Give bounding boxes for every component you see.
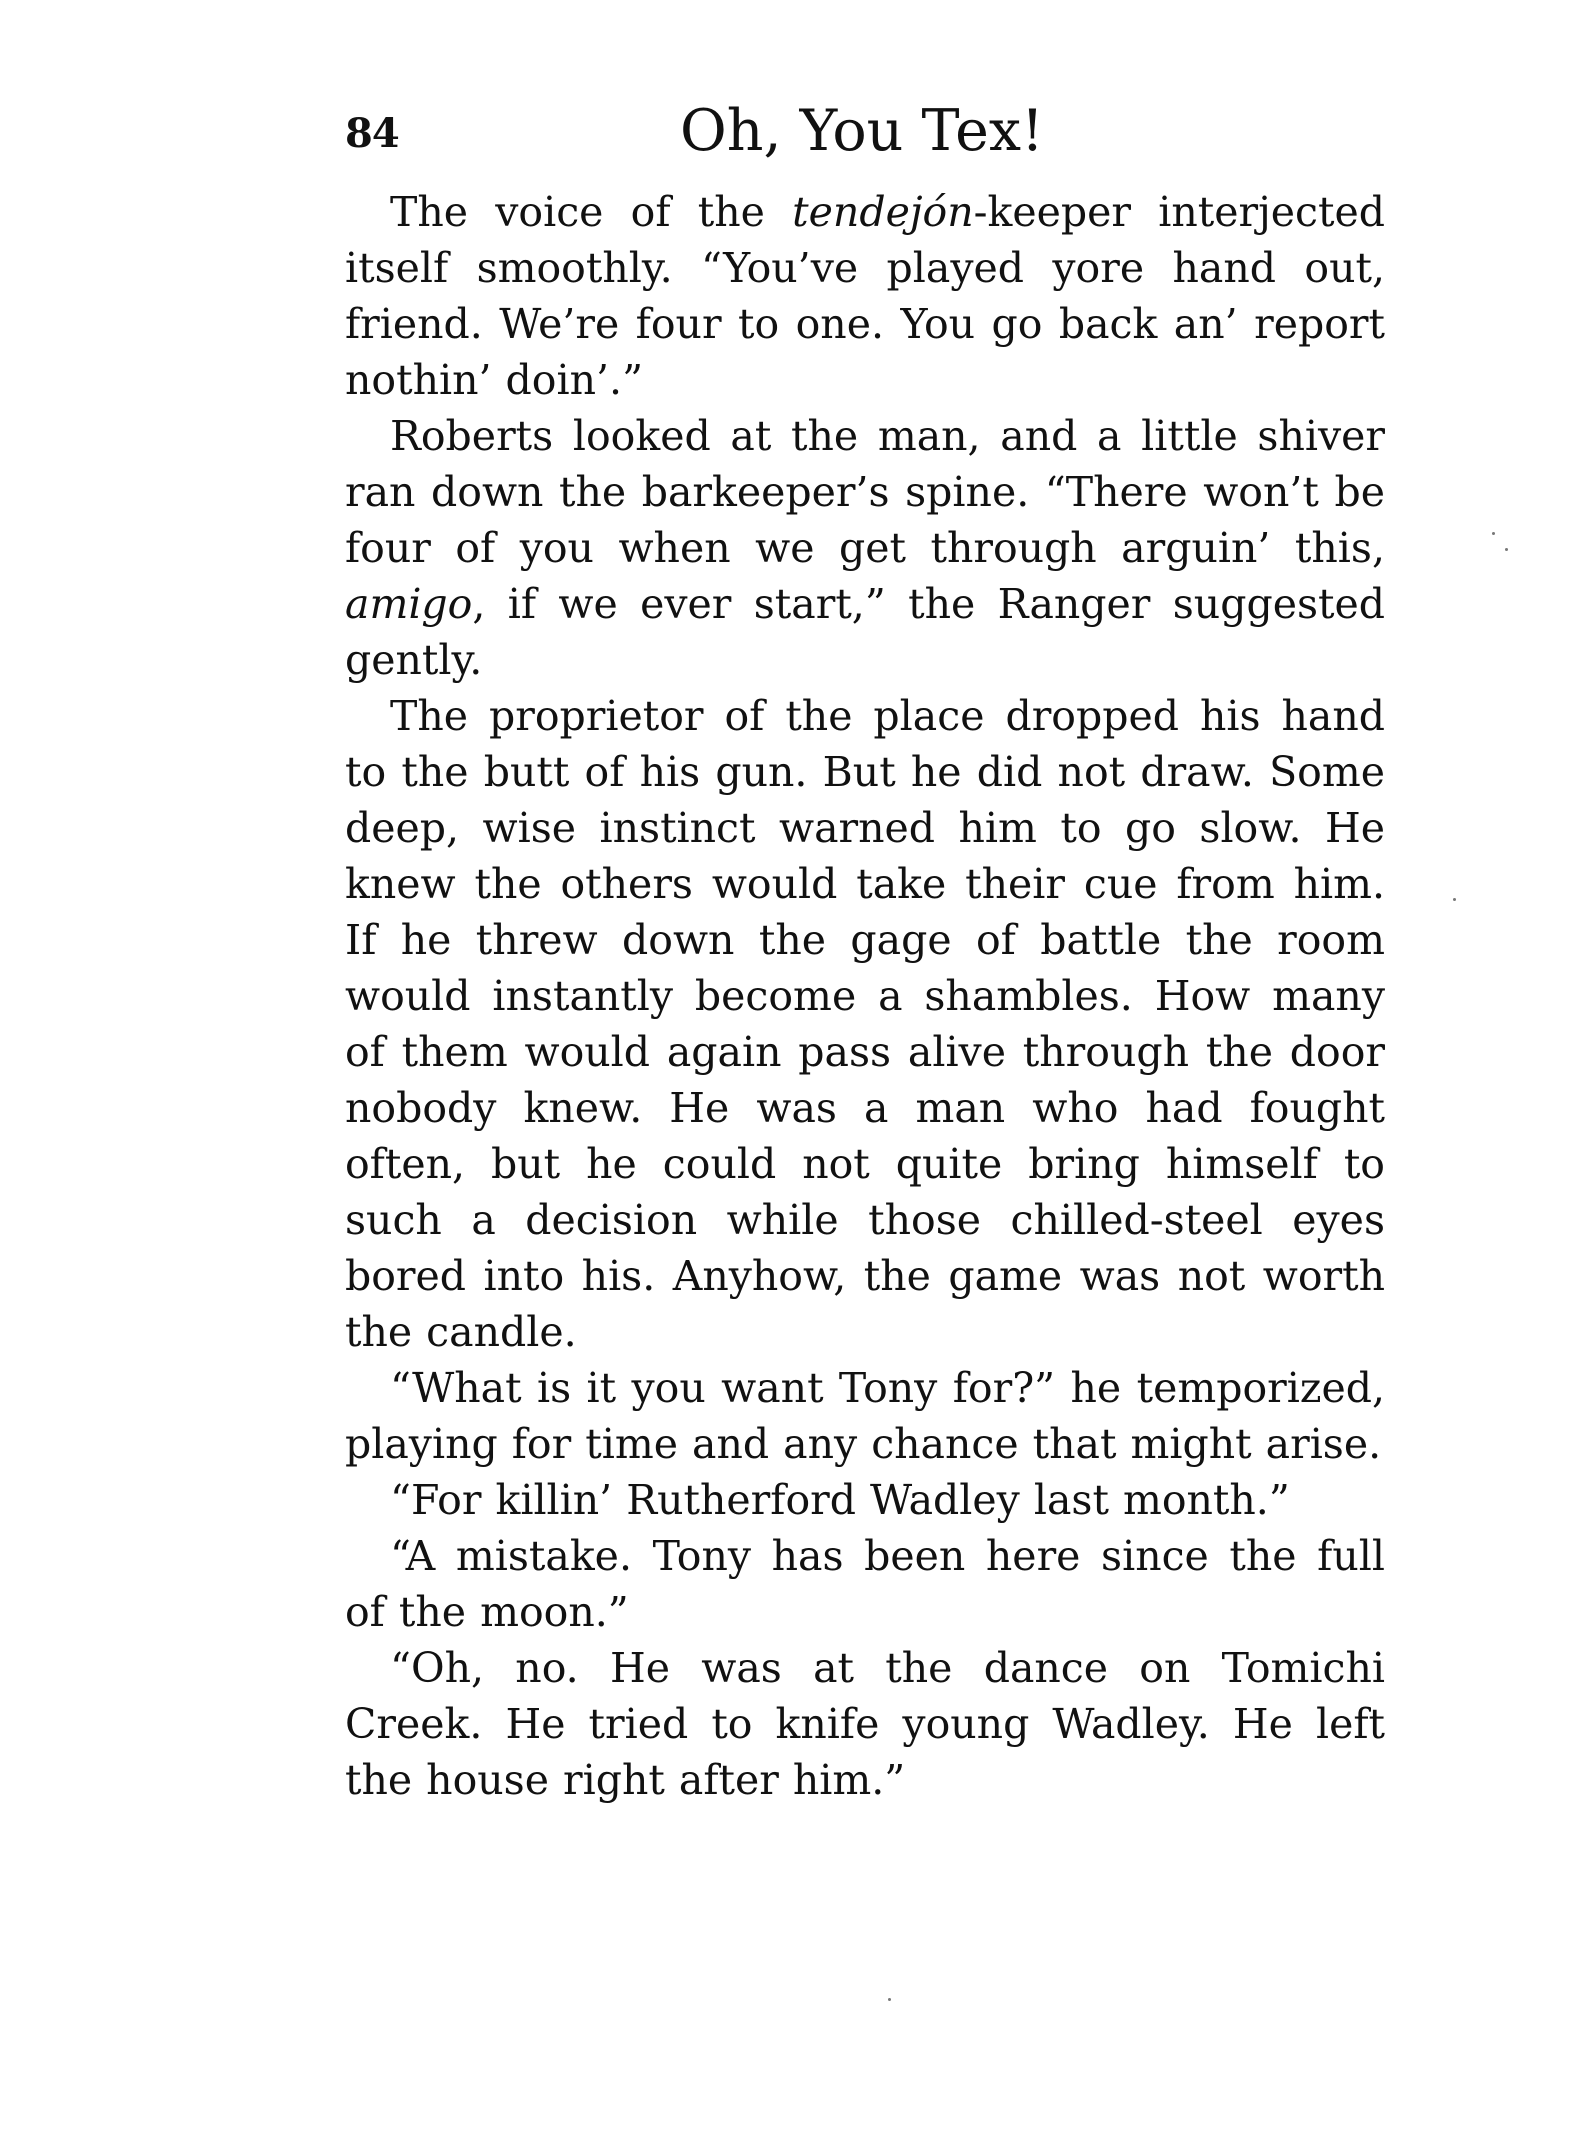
body-text — [345, 184, 1385, 1808]
paragraph-2: Roberts looked at the man, and a little shiver ran down the barkeeper’s spine. “There won’t be four of you when we get through arguin’ this, amigo, if we ever start,” the Ranger suggested gently. — [345, 412, 1385, 684]
page-header — [345, 98, 1385, 178]
paragraph-6: “A mistake. Tony has been here since the full of the moon.” — [345, 1532, 1385, 1636]
paragraph-7: “Oh, no. He was at the dance on Tomichi Creek. He tried to knife young Wadley. He left the house right after him.” — [345, 1644, 1385, 1804]
italic-word-tendejon: tendejón — [792, 188, 974, 236]
page-number: 84 — [345, 110, 399, 157]
paragraph-4: “What is it you want Tony for?” he temporized, playing for time and any chance that might arise. — [345, 1364, 1385, 1468]
scan-speck — [1505, 548, 1508, 551]
italic-word-amigo: amigo — [345, 580, 473, 628]
running-title: Oh, You Tex! — [680, 98, 1044, 164]
scan-speck — [1453, 898, 1456, 901]
paragraph-1: The voice of the tendejón-keeper interjected itself smoothly. “You’ve played yore hand out, friend. We’re four to one. You go back an’ report nothin’ doin’.” — [345, 188, 1385, 404]
scan-speck — [1492, 532, 1495, 535]
paragraph-5: “For killin’ Rutherford Wadley last month.” — [390, 1476, 1290, 1524]
scan-speck — [888, 1998, 891, 2001]
paragraph-3: The proprietor of the place dropped his hand to the butt of his gun. But he did not draw. Some deep, wise instinct warned him to go slow. He knew the others would take their cue from him. If he threw down the gage of battle the room would instantly become a shambles. How many of them would again pass alive through the door nobody knew. He was a man who had fought often, but he could not quite bring himself to such a decision while those chilled-steel eyes bored into his. Anyhow, the game was not worth the candle. — [345, 692, 1385, 1356]
